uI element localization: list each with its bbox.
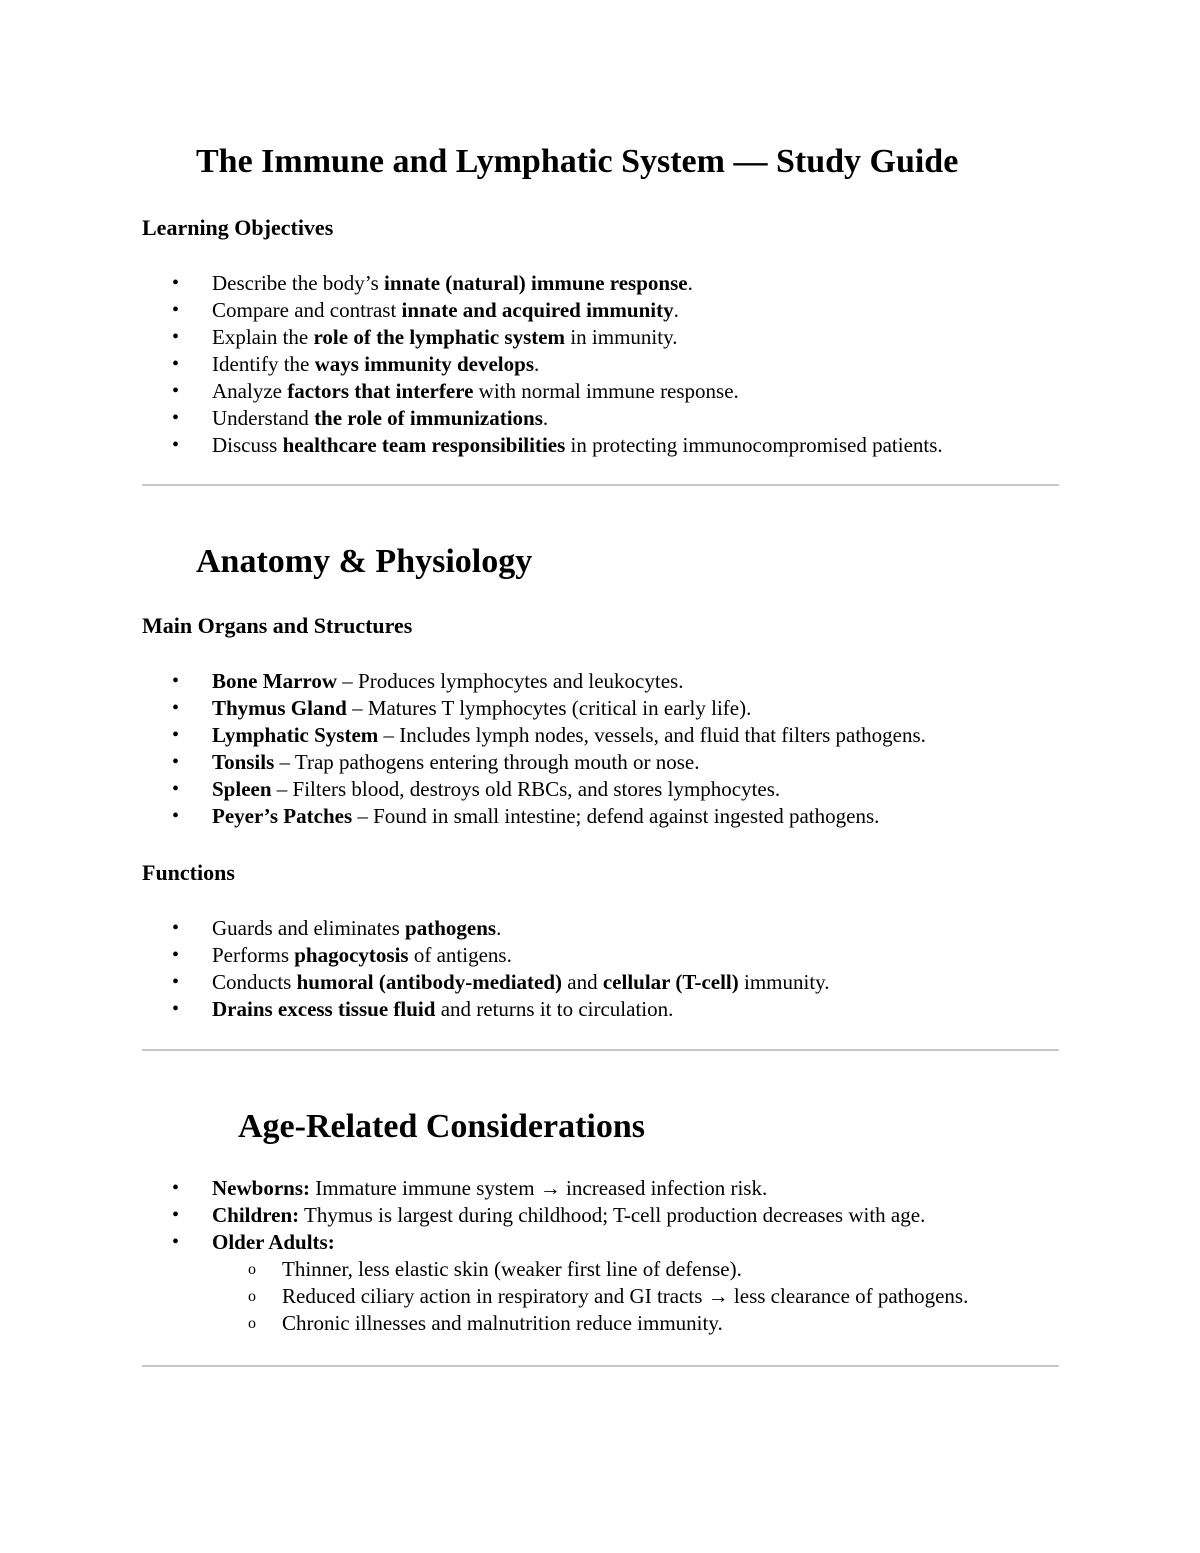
functions-heading: Functions <box>142 860 235 885</box>
list-item: • Tonsils – Trap pathogens entering through mouth or nose. <box>0 749 926 776</box>
list-item: • Identify the ways immunity develops. <box>0 351 943 378</box>
list-item: • Discuss healthcare team responsibilities in protecting immunocompromised patients. <box>0 432 943 459</box>
organs-heading: Main Organs and Structures <box>142 613 413 638</box>
section-divider <box>142 1049 1059 1051</box>
list-item: • Newborns: Immature immune system → increased infection risk. <box>0 1175 968 1202</box>
page-title: The Immune and Lymphatic System — Study Guide <box>196 143 959 180</box>
age-list <box>0 1175 968 1337</box>
list-item: • Understand the role of immunizations. <box>0 405 943 432</box>
age-heading: Age-Related Considerations <box>238 1108 646 1145</box>
list-item: • Peyer’s Patches – Found in small intestine; defend against ingested pathogens. <box>0 803 926 830</box>
learning-objectives-heading: Learning Objectives <box>142 215 334 240</box>
section-divider <box>142 484 1059 486</box>
list-item: • Children: Thymus is largest during childhood; T-cell production decreases with age. <box>0 1202 968 1229</box>
functions-list <box>0 915 830 1023</box>
list-item: • Bone Marrow – Produces lymphocytes and leukocytes. <box>0 668 926 695</box>
list-item: • Conducts humoral (antibody-mediated) and cellular (T-cell) immunity. <box>0 969 830 996</box>
list-item: • Explain the role of the lymphatic system in immunity. <box>0 324 943 351</box>
list-item: • Older Adults: o Thinner, less elastic skin (weaker first line of defense). o Reduced ciliary action in respiratory and GI tracts → less clearance of pathogens. o Chronic illnesses and malnutrition reduce immunity. <box>0 1229 968 1337</box>
section-divider <box>142 1365 1059 1367</box>
list-item: • Compare and contrast innate and acquired immunity. <box>0 297 943 324</box>
learning-objectives-list <box>0 270 943 459</box>
list-item: • Spleen – Filters blood, destroys old RBCs, and stores lymphocytes. <box>0 776 926 803</box>
sub-list-item: o Chronic illnesses and malnutrition reduce immunity. <box>0 1310 968 1337</box>
list-item: • Drains excess tissue fluid and returns it to circulation. <box>0 996 830 1023</box>
sub-list-item: o Reduced ciliary action in respiratory and GI tracts → less clearance of pathogens. <box>0 1283 968 1310</box>
organs-list <box>0 668 926 830</box>
list-item: • Guards and eliminates pathogens. <box>0 915 830 942</box>
list-item: • Thymus Gland – Matures T lymphocytes (critical in early life). <box>0 695 926 722</box>
list-item: • Analyze factors that interfere with normal immune response. <box>0 378 943 405</box>
anatomy-heading: Anatomy & Physiology <box>196 543 533 580</box>
list-item: • Describe the body’s innate (natural) immune response. <box>0 270 943 297</box>
sub-list-item: o Thinner, less elastic skin (weaker first line of defense). <box>0 1256 968 1283</box>
older-adults-sublist <box>212 1256 968 1337</box>
list-item: • Lymphatic System – Includes lymph nodes, vessels, and fluid that filters pathogens. <box>0 722 926 749</box>
list-item: • Performs phagocytosis of antigens. <box>0 942 830 969</box>
